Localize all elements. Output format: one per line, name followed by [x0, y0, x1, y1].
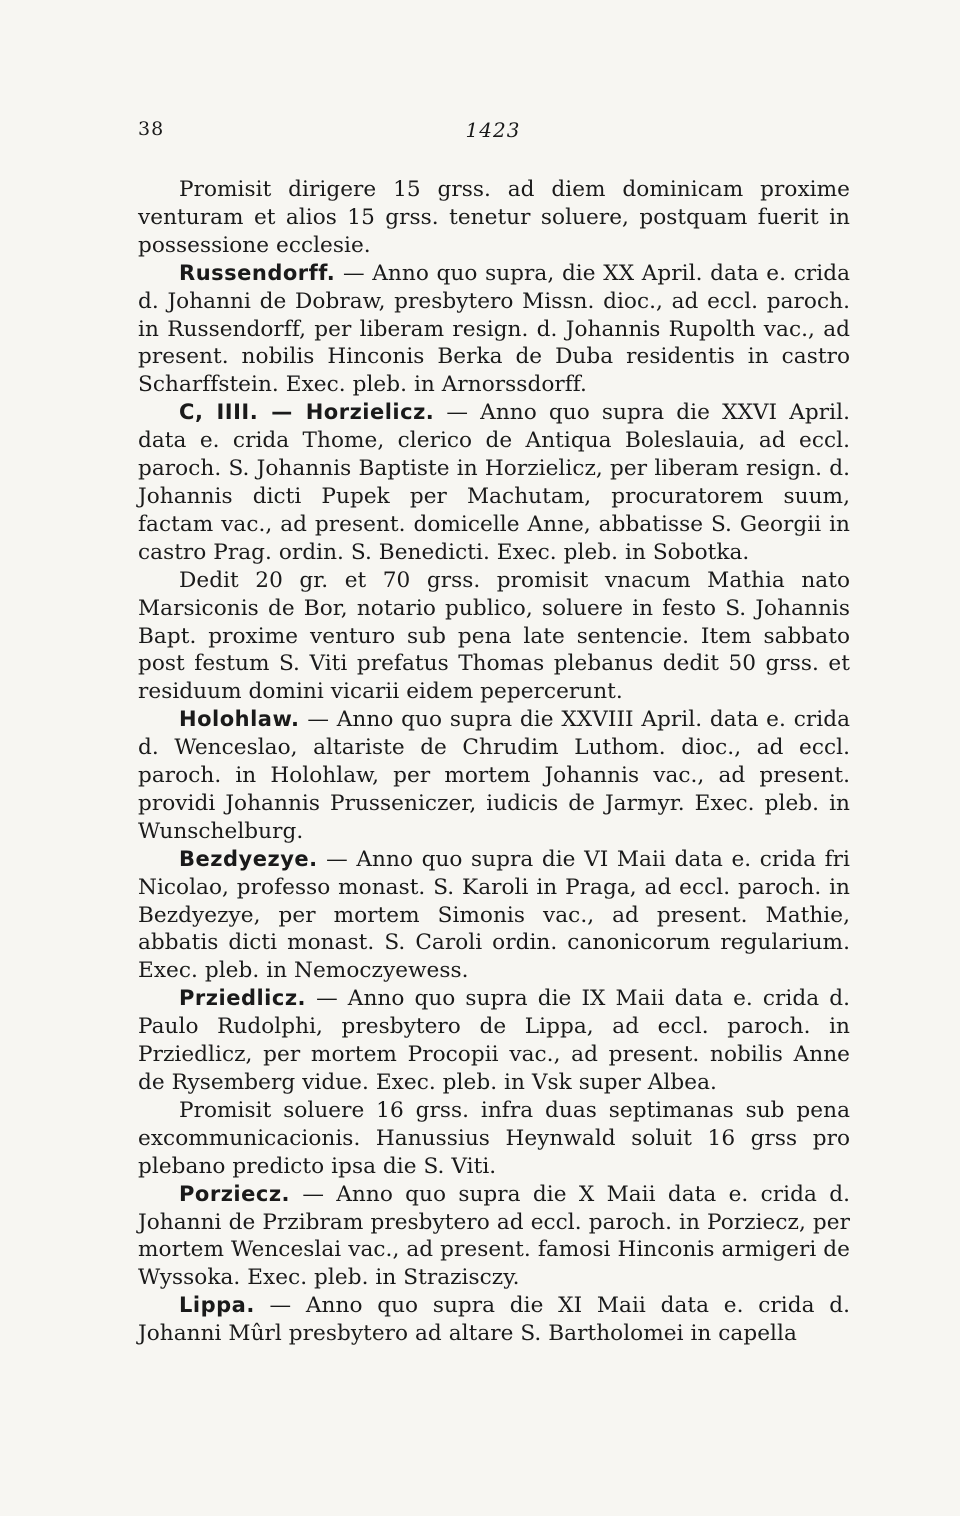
entry-prziedlicz — [138, 985, 850, 1097]
entry-text: — Anno quo supra, die XX April. data e. crida d. Johanni de Dobraw, presbytero Missn. dioc., ad eccl. paroch. in Russendorff, per liberam resign. d. Johannis Rupolth vac., ad present. nobilis Hinconis Berka de Duba residentis in castro Scharffstein. Exec. pleb. in Arnorssdorff. — [138, 260, 850, 398]
page-year: 1423 — [465, 118, 521, 142]
paragraph-text: Promisit soluere 16 grss. infra duas septimanas sub pena excommunicacionis. Hanussius Heynwald soluit 16 grss pro plebano predicto ipsa die S. Viti. — [138, 1097, 850, 1179]
entry-text: — Anno quo supra die VI Maii data e. crida fri Nicolao, professo monast. S. Karoli in Praga, ad eccl. paroch. in Bezdyezye, per mortem Simonis vac., ad present. Mathie, abbatis dicti monast. S. Caroli ordin. canonicorum regularium. Exec. pleb. in Nemoczyewess. — [138, 846, 850, 984]
place-heading: Holohlaw. — [179, 707, 300, 732]
paragraph-promisit-2 — [138, 1097, 850, 1181]
place-heading: Russendorff. — [179, 260, 336, 285]
entry-text: — Anno quo supra die XXVI April. data e. crida Thome, clerico de Antiqua Boleslauia, ad eccl. paroch. S. Johannis Baptiste in Horzielicz, per liberam resign. d. Johannis dicti Pupek per Machutam, procuratorem suum, factam vac., ad present. domicelle Anne, abbatisse S. Georgii in castro Prag. ordin. S. Benedicti. Exec. pleb. in Sobotka. — [138, 400, 850, 565]
entry-text: — Anno quo supra die IX Maii data e. crida d. Paulo Rudolphi, presbytero de Lippa, ad eccl. paroch. in Prziedlicz, per mortem Procopii vac., ad present. nobilis Anne de Rysemberg vidue. Exec. pleb. in Vsk super Albea. — [138, 986, 850, 1095]
entry-porziecz — [138, 1181, 850, 1293]
entry-russendorff — [138, 260, 850, 400]
page-header — [138, 118, 848, 148]
place-heading: C, IIII. — Horzielicz. — [179, 400, 435, 425]
entry-text: — Anno quo supra die XI Maii data e. crida d. Johanni Mûrl presbytero ad altare S. Bartholomei in capella — [138, 1293, 850, 1347]
page-number: 38 — [138, 118, 165, 140]
paragraph-text: Promisit dirigere 15 grss. ad diem dominicam proxime venturam et alios 15 grss. tenetur soluere, postquam fuerit in possessione ecclesie. — [138, 177, 850, 258]
entry-holohlaw — [138, 706, 850, 846]
place-heading: Prziedlicz. — [179, 986, 307, 1011]
entry-text: — Anno quo supra die X Maii data e. crida d. Johanni de Przibram presbytero ad eccl. paroch. in Porziecz, per mortem Wenceslai vac., ad present. famosi Hinconis armigeri de Wyssoka. Exec. pleb. in Strazisczy. — [138, 1181, 850, 1291]
place-heading: Porziecz. — [179, 1181, 291, 1206]
entry-text: — Anno quo supra die XXVIII April. data e. crida d. Wenceslao, altariste de Chrudim Luthom. dioc., ad eccl. paroch. in Holohlaw, per mortem Johannis vac., ad present. providi Johannis Prusseniczer, iudicis de Jarmyr. Exec. pleb. in Wunschelburg. — [138, 707, 850, 844]
body-text — [138, 176, 850, 1348]
place-heading: Bezdyezye. — [179, 846, 318, 871]
paragraph-text: Dedit 20 gr. et 70 grss. promisit vnacum Mathia nato Marsiconis de Bor, notario publico, soluere in festo S. Johannis Bapt. proxime venturo sub pena late sentencie. Item sabbato post festum S. Viti prefatus Thomas plebanus dedit 50 grss. et residuum domini vicarii eidem pepercerunt. — [138, 567, 850, 705]
paragraph-promisit-1 — [138, 176, 850, 260]
entry-horzielicz — [138, 399, 850, 566]
entry-bezdyezye — [138, 846, 850, 986]
place-heading: Lippa. — [179, 1293, 255, 1318]
entry-lippa — [138, 1292, 850, 1348]
paragraph-dedit — [138, 567, 850, 707]
